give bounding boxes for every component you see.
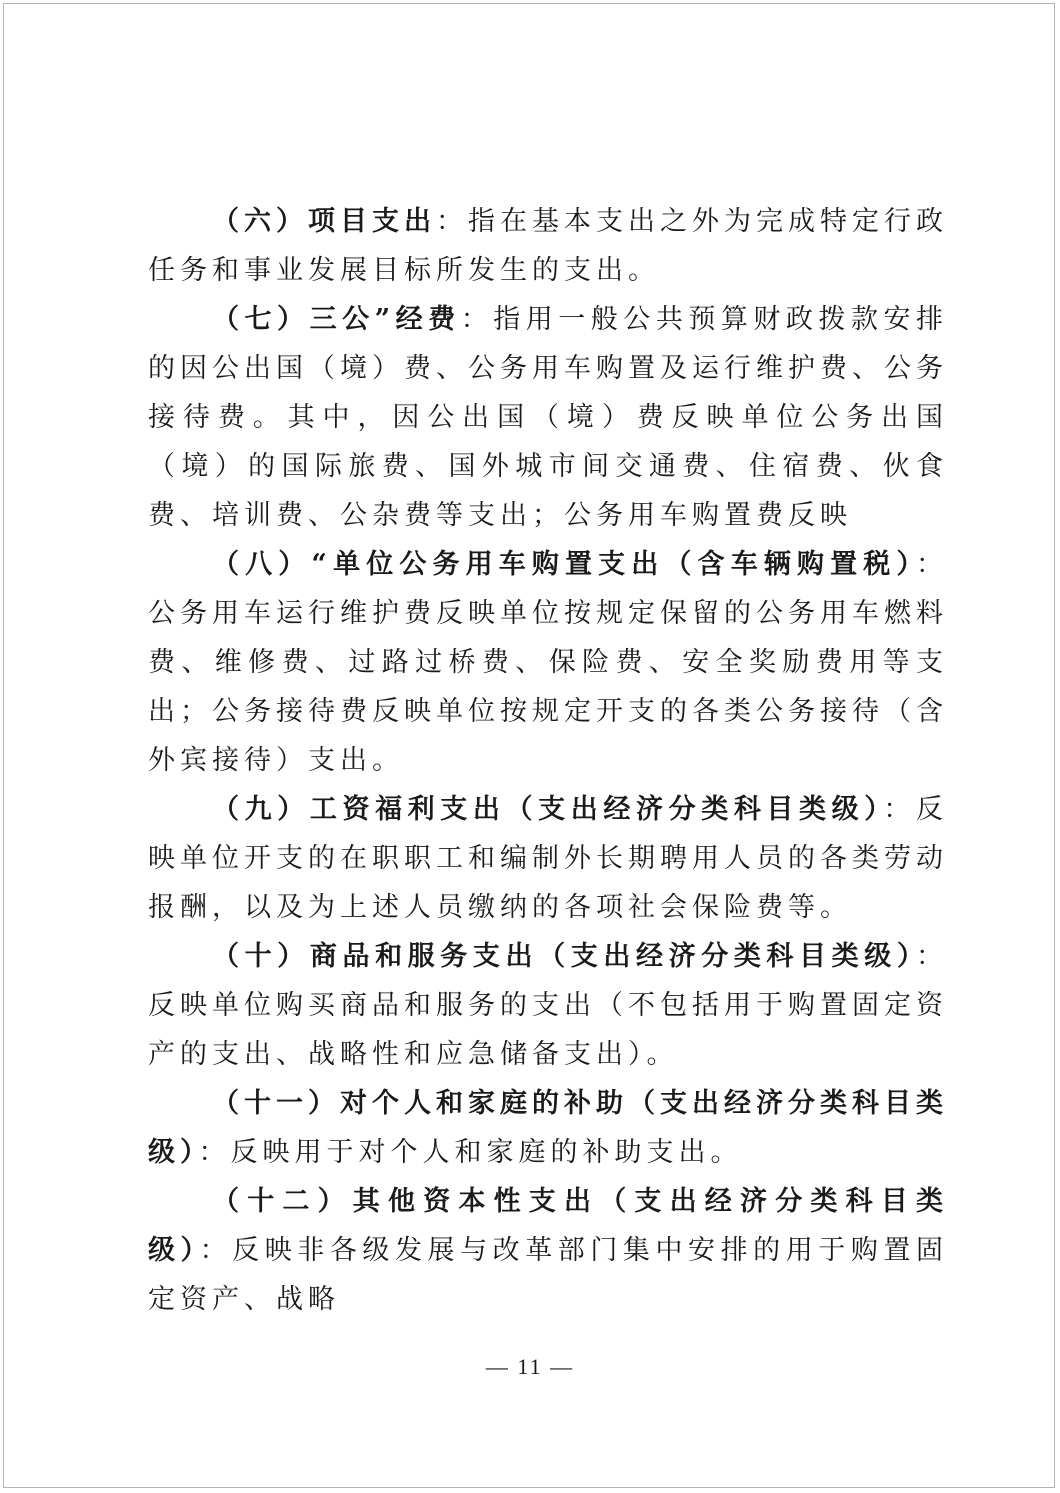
paragraph-heading: （六）项目支出 bbox=[212, 206, 436, 237]
paragraph-wages-welfare bbox=[148, 785, 948, 932]
paragraph-three-public-funds bbox=[148, 295, 948, 540]
paragraph-project-expenditure bbox=[148, 197, 948, 295]
document-body bbox=[148, 197, 948, 1324]
paragraph-text: ：指在基本支出之外为完成特定行政任务和事业发展目标所发生的支出。 bbox=[148, 206, 948, 286]
paragraph-heading: （十）商品和服务支出（支出经济分类科目类级） bbox=[212, 941, 916, 972]
paragraph-text: ：公务用车运行维护费反映单位按规定保留的公务用车燃料费、维修费、过路过桥费、保险费、安全奖励费用等支出；公务接待费反映单位按规定开支的各类公务接待（含外宾接待）支出。 bbox=[148, 549, 948, 776]
paragraph-text: ：指用一般公共预算财政拨款安排的因公出国（境）费、公务用车购置及运行维护费、公务接待费。其中，因公出国（境）费反映单位公务出国（境）的国际旅费、国外城市间交通费、住宿费、伙食费、培训费、公杂费等支出；公务用车购置费反映 bbox=[148, 304, 949, 531]
paragraph-heading: （七）三公”经费 bbox=[212, 304, 461, 335]
paragraph-heading: （十一）对个人和家庭的补助（支出经济分类科目类级） bbox=[148, 1088, 948, 1168]
paragraph-text: ：反映单位开支的在职职工和编制外长期聘用人员的各类劳动报酬，以及为上述人员缴纳的各项社会保险费等。 bbox=[148, 794, 949, 923]
paragraph-vehicle-purchase bbox=[148, 540, 948, 785]
paragraph-household-subsidy bbox=[148, 1079, 948, 1177]
paragraph-goods-services bbox=[148, 932, 948, 1079]
paragraph-text: ：反映用于对个人和家庭的补助支出。 bbox=[198, 1137, 743, 1168]
paragraph-heading: （九）工资福利支出（支出经济分类科目类级） bbox=[212, 794, 884, 825]
paragraph-heading: （八）“单位公务用车购置支出（含车辆购置税） bbox=[212, 549, 916, 580]
paragraph-other-capital bbox=[148, 1177, 948, 1324]
paragraph-text: ：反映非各级发展与改革部门集中安排的用于购置固定资产、战略 bbox=[148, 1235, 948, 1315]
paragraph-text: ：反映单位购买商品和服务的支出（不包括用于购置固定资产的支出、战略性和应急储备支出）。 bbox=[148, 941, 948, 1070]
paragraph-heading: （十二）其他资本性支出（支出经济分类科目类级） bbox=[148, 1186, 948, 1266]
page-number: — 11 — bbox=[485, 1354, 575, 1379]
